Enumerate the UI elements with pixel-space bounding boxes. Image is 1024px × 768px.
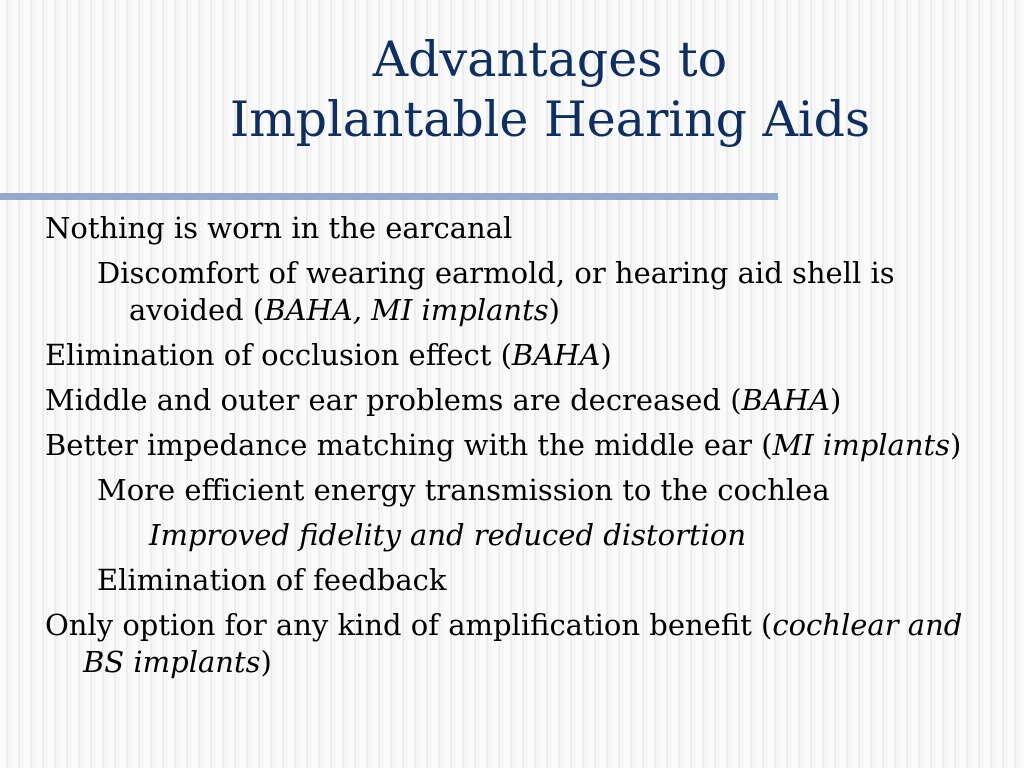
bullet-text-end: ) bbox=[950, 428, 962, 462]
bullet-text-end: ) bbox=[830, 383, 842, 417]
bullet-text-end: ) bbox=[548, 293, 560, 327]
title-line-1: Advantages to bbox=[372, 31, 728, 88]
bullet-item-impedance bbox=[45, 427, 1010, 464]
bullet-text: Middle and outer ear problems are decreased ( bbox=[45, 383, 742, 417]
bullet-text: More efficient energy transmission to the cochlea bbox=[97, 473, 830, 507]
bullet-item-occlusion bbox=[45, 337, 1010, 374]
bullet-item-ear-problems bbox=[45, 382, 1010, 419]
bullet-item-only-option bbox=[45, 607, 1010, 681]
bullet-note: MI implants bbox=[772, 428, 951, 462]
bullet-note: BAHA bbox=[511, 338, 601, 372]
bullet-text-end: ) bbox=[600, 338, 612, 372]
bullet-text: Elimination of feedback bbox=[97, 563, 447, 597]
slide-title bbox=[100, 30, 1000, 150]
bullet-note: BAHA, MI implants bbox=[264, 293, 549, 327]
bullet-text: Discomfort of wearing earmold, or hearing aid shell is avoided ( bbox=[97, 256, 895, 327]
bullet-list bbox=[45, 210, 1010, 689]
sub-bullet-item-discomfort bbox=[97, 255, 1010, 329]
sub-bullet-item-feedback bbox=[97, 562, 1010, 599]
bullet-text: Nothing is worn in the earcanal bbox=[45, 211, 513, 245]
sub-bullet-item-energy bbox=[97, 472, 1010, 509]
bullet-text: Improved fidelity and reduced distortion bbox=[149, 518, 747, 552]
bullet-item-nothing-worn bbox=[45, 210, 1010, 247]
title-divider bbox=[0, 193, 778, 200]
bullet-text-end: ) bbox=[260, 645, 272, 679]
bullet-note: BAHA bbox=[741, 383, 831, 417]
sub-sub-bullet-item-fidelity bbox=[149, 517, 1010, 554]
bullet-text: Only option for any kind of amplification benefit ( bbox=[45, 608, 773, 642]
bullet-text: Better impedance matching with the middle ear ( bbox=[45, 428, 773, 462]
title-line-2: Implantable Hearing Aids bbox=[229, 91, 871, 148]
bullet-note: cochlear and BS implants bbox=[83, 608, 963, 679]
bullet-text: Elimination of occlusion effect ( bbox=[45, 338, 512, 372]
